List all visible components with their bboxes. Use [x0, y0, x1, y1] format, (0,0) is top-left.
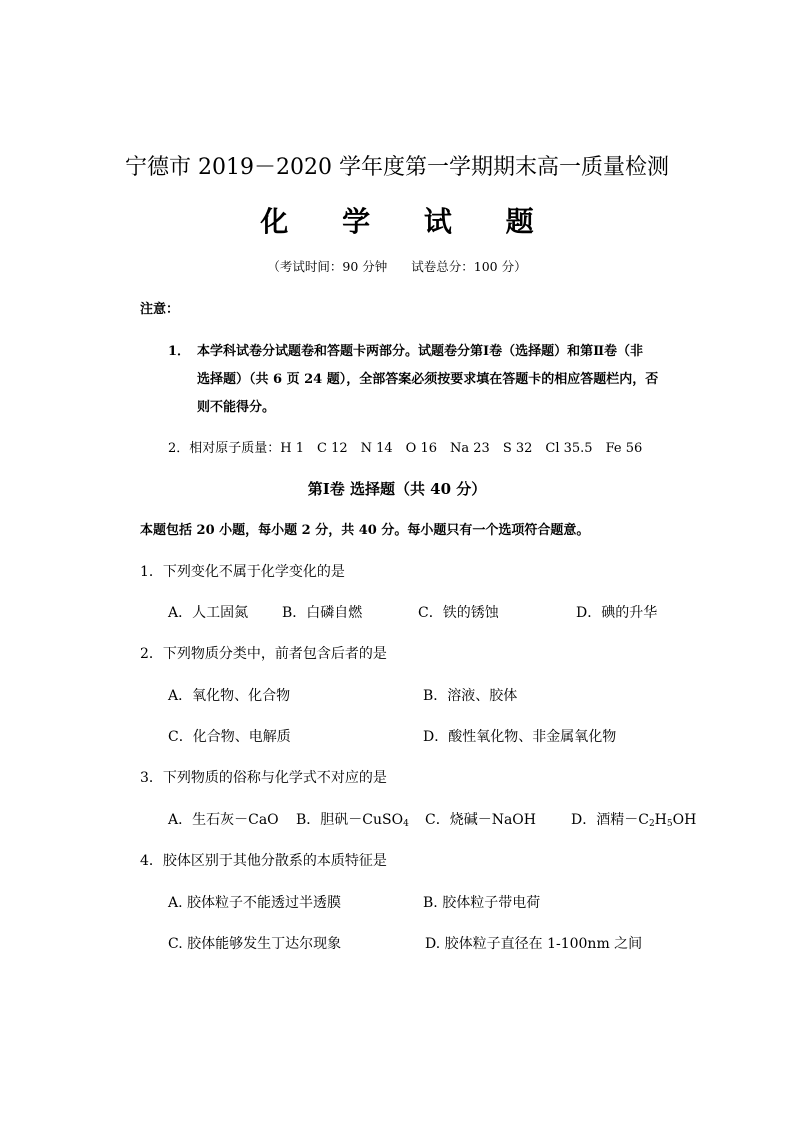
option-c: C．铁的锈蚀 [418, 605, 499, 621]
option-b [296, 809, 409, 829]
notice-label: 注意： [140, 302, 180, 317]
option-b: B．白磷自燃 [282, 605, 363, 621]
exam-title: 宁德市 2019－2020 学年度第一学期期末高一质量检测 [125, 155, 669, 180]
option-d: D. 胶体粒子直径在 1-100nm 之间 [425, 936, 643, 952]
option-d: D．酸性氧化物、非金属氧化物 [423, 729, 617, 745]
option-a: A．氧化物、化合物 [168, 688, 291, 704]
question-stem: 1．下列变化不属于化学变化的是 [140, 564, 345, 580]
option-c: C．烧碱－NaOH [425, 812, 536, 828]
option-a: A．生石灰－CaO [168, 812, 279, 828]
question-stem: 2．下列物质分类中，前者包含后者的是 [140, 646, 387, 662]
option-d-text: D．酒精－C [571, 812, 649, 828]
option-b-text: B．胆矾－CuSO [296, 812, 404, 828]
option-b-subscript: 4 [403, 819, 409, 829]
section-title: 第Ⅰ卷 选择题（共 40 分） [307, 480, 487, 498]
question-stem: 3．下列物质的俗称与化学式不对应的是 [140, 770, 387, 786]
option-a: A．人工固氮 [168, 605, 249, 621]
section-intro: 本题包括 20 小题，每小题 2 分，共 40 分。每小题只有一个选项符合题意。 [140, 523, 590, 538]
notice-item-line: 本学科试卷分试题卷和答题卡两部分。试题卷分第Ⅰ卷（选择题）和第Ⅱ卷（非 [197, 344, 644, 359]
option-c: C. 胶体能够发生丁达尔现象 [168, 936, 342, 952]
notice-item-line: 选择题）（共 6 页 24 题），全部答案必须按要求填在答题卡的相应答题栏内，否 [197, 372, 659, 387]
subject-title: 化 学 试 题 [260, 205, 556, 238]
exam-time: （考试时间：90 分钟 [267, 259, 388, 274]
exam-meta [0, 257, 794, 275]
option-b: B. 胶体粒子带电荷 [423, 895, 541, 911]
option-d: D．碘的升华 [576, 605, 658, 621]
notice-item-line: 则不能得分。 [197, 400, 276, 415]
option-c: C．化合物、电解质 [168, 729, 291, 745]
option-d [571, 809, 696, 829]
total-score: 试卷总分：100 分） [411, 259, 527, 274]
option-b: B．溶液、胶体 [423, 688, 518, 704]
notice-item-2: 2．相对原子质量：H 1 C 12 N 14 O 16 Na 23 S 32 Cl 35.5 Fe 56 [168, 441, 643, 456]
question-stem: 4．胶体区别于其他分散系的本质特征是 [140, 853, 387, 869]
option-d-subscript-1: 2 [648, 819, 655, 829]
option-d-text-end: OH [672, 812, 697, 828]
notice-item-number: 1． [168, 344, 191, 359]
option-d-subscript-2: 5 [666, 819, 673, 829]
option-d-text-mid: H [654, 812, 667, 828]
option-a: A. 胶体粒子不能透过半透膜 [168, 895, 342, 911]
